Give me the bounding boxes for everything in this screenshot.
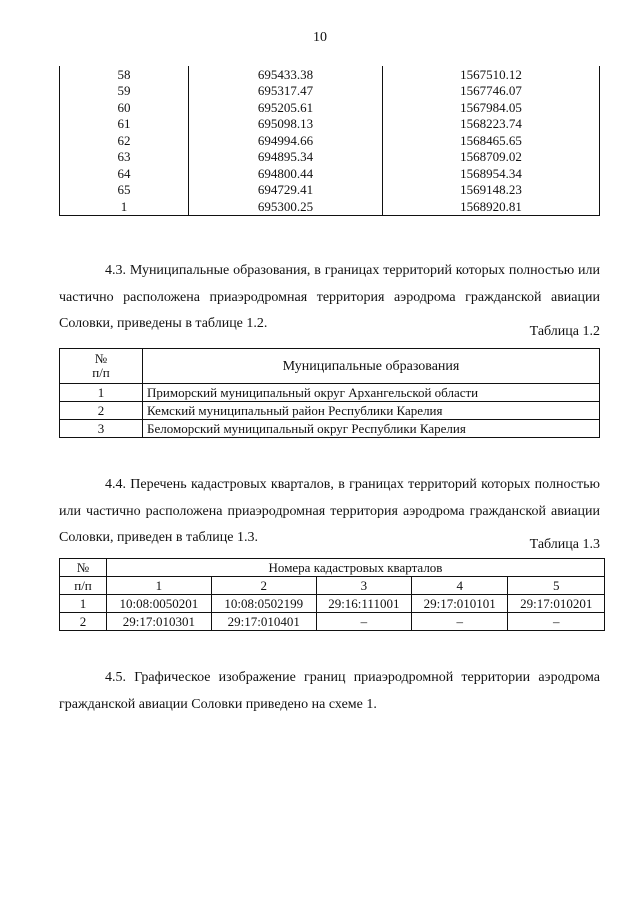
table-row [60,402,600,420]
table-row [60,99,600,116]
header-title: Номера кадастровых кварталов [107,559,605,577]
table-row [60,420,600,438]
y-coordinate: 1567746.07 [383,83,600,100]
row-number: 3 [60,420,143,438]
x-coordinate: 695317.47 [189,83,383,100]
table-row [60,83,600,100]
x-coordinate: 694800.44 [189,165,383,182]
header-number-abbr: п/п [60,577,107,595]
point-number: 60 [60,99,189,116]
table-row [60,595,605,613]
cadastral-number: 10:08:0502199 [211,595,316,613]
table-row [60,149,600,166]
column-header: 4 [411,577,508,595]
row-number: 2 [60,613,107,631]
table-row [60,182,600,199]
cadastral-number: 29:17:010101 [411,595,508,613]
point-number: 61 [60,116,189,133]
y-coordinate: 1567984.05 [383,99,600,116]
cadastral-number: 10:08:0050201 [107,595,212,613]
table-row [60,165,600,182]
row-number: 1 [60,384,143,402]
paragraph-4-4: 4.4. Перечень кадастровых кварталов, в границах территорий которых полностью или частично расположена приаэродромная территория аэродрома гражданской авиации Соловки, приведен в таблице 1.3. [59,477,600,545]
point-number: 1 [60,198,189,215]
paragraph-4-3: 4.3. Муниципальные образования, в границах территорий которых полностью или частично расположена приаэродромная территория аэродрома гражданской авиации Соловки, приведены в таблице 1.2. [59,263,600,331]
municipality-name: Приморский муниципальный округ Архангельской области [143,384,600,402]
table-row [60,198,600,215]
column-header: 5 [508,577,605,595]
table-row [60,66,600,83]
header-number-abbr: п/п [92,365,110,380]
cadastral-quarters-table [59,558,605,631]
x-coordinate: 695098.13 [189,116,383,133]
table-row [60,116,600,133]
empty-cell-dash: – [316,613,411,631]
row-number: 1 [60,595,107,613]
cadastral-number: 29:16:111001 [316,595,411,613]
table-header-row [60,349,600,384]
point-number: 62 [60,132,189,149]
header-number-sign: № [94,351,108,366]
header-title: Муниципальные образования [143,349,600,384]
empty-cell-dash: – [508,613,605,631]
table-header-row [60,559,605,577]
column-header: 2 [211,577,316,595]
table-row [60,384,600,402]
y-coordinate: 1568709.02 [383,149,600,166]
column-header: 1 [107,577,212,595]
coordinates-table [59,66,600,216]
x-coordinate: 694895.34 [189,149,383,166]
y-coordinate: 1568223.74 [383,116,600,133]
table-row [60,613,605,631]
x-coordinate: 695433.38 [189,66,383,83]
y-coordinate: 1567510.12 [383,66,600,83]
point-number: 64 [60,165,189,182]
row-number: 2 [60,402,143,420]
cadastral-number: 29:17:010301 [107,613,212,631]
header-number [60,349,143,384]
point-number: 63 [60,149,189,166]
table-caption: Таблица 1.3 [529,537,600,552]
y-coordinate: 1568465.65 [383,132,600,149]
header-number-sign: № [60,559,107,577]
municipality-name: Беломорский муниципальный округ Республики Карелия [143,420,600,438]
point-number: 65 [60,182,189,199]
point-number: 58 [60,66,189,83]
y-coordinate: 1569148.23 [383,182,600,199]
paragraph-4-5: 4.5. Графическое изображение границ приаэродромной территории аэродрома гражданской авиации Соловки приведено на схеме 1. [59,670,600,712]
x-coordinate: 695300.25 [189,198,383,215]
cadastral-number: 29:17:010401 [211,613,316,631]
x-coordinate: 694994.66 [189,132,383,149]
table-caption: Таблица 1.2 [529,324,600,339]
column-header: 3 [316,577,411,595]
point-number: 59 [60,83,189,100]
table-header-row [60,577,605,595]
municipality-name: Кемский муниципальный район Республики Карелия [143,402,600,420]
page-number: 10 [313,30,327,45]
table-row [60,132,600,149]
municipalities-table [59,348,600,438]
cadastral-number: 29:17:010201 [508,595,605,613]
y-coordinate: 1568954.34 [383,165,600,182]
empty-cell-dash: – [411,613,508,631]
y-coordinate: 1568920.81 [383,198,600,215]
x-coordinate: 694729.41 [189,182,383,199]
x-coordinate: 695205.61 [189,99,383,116]
